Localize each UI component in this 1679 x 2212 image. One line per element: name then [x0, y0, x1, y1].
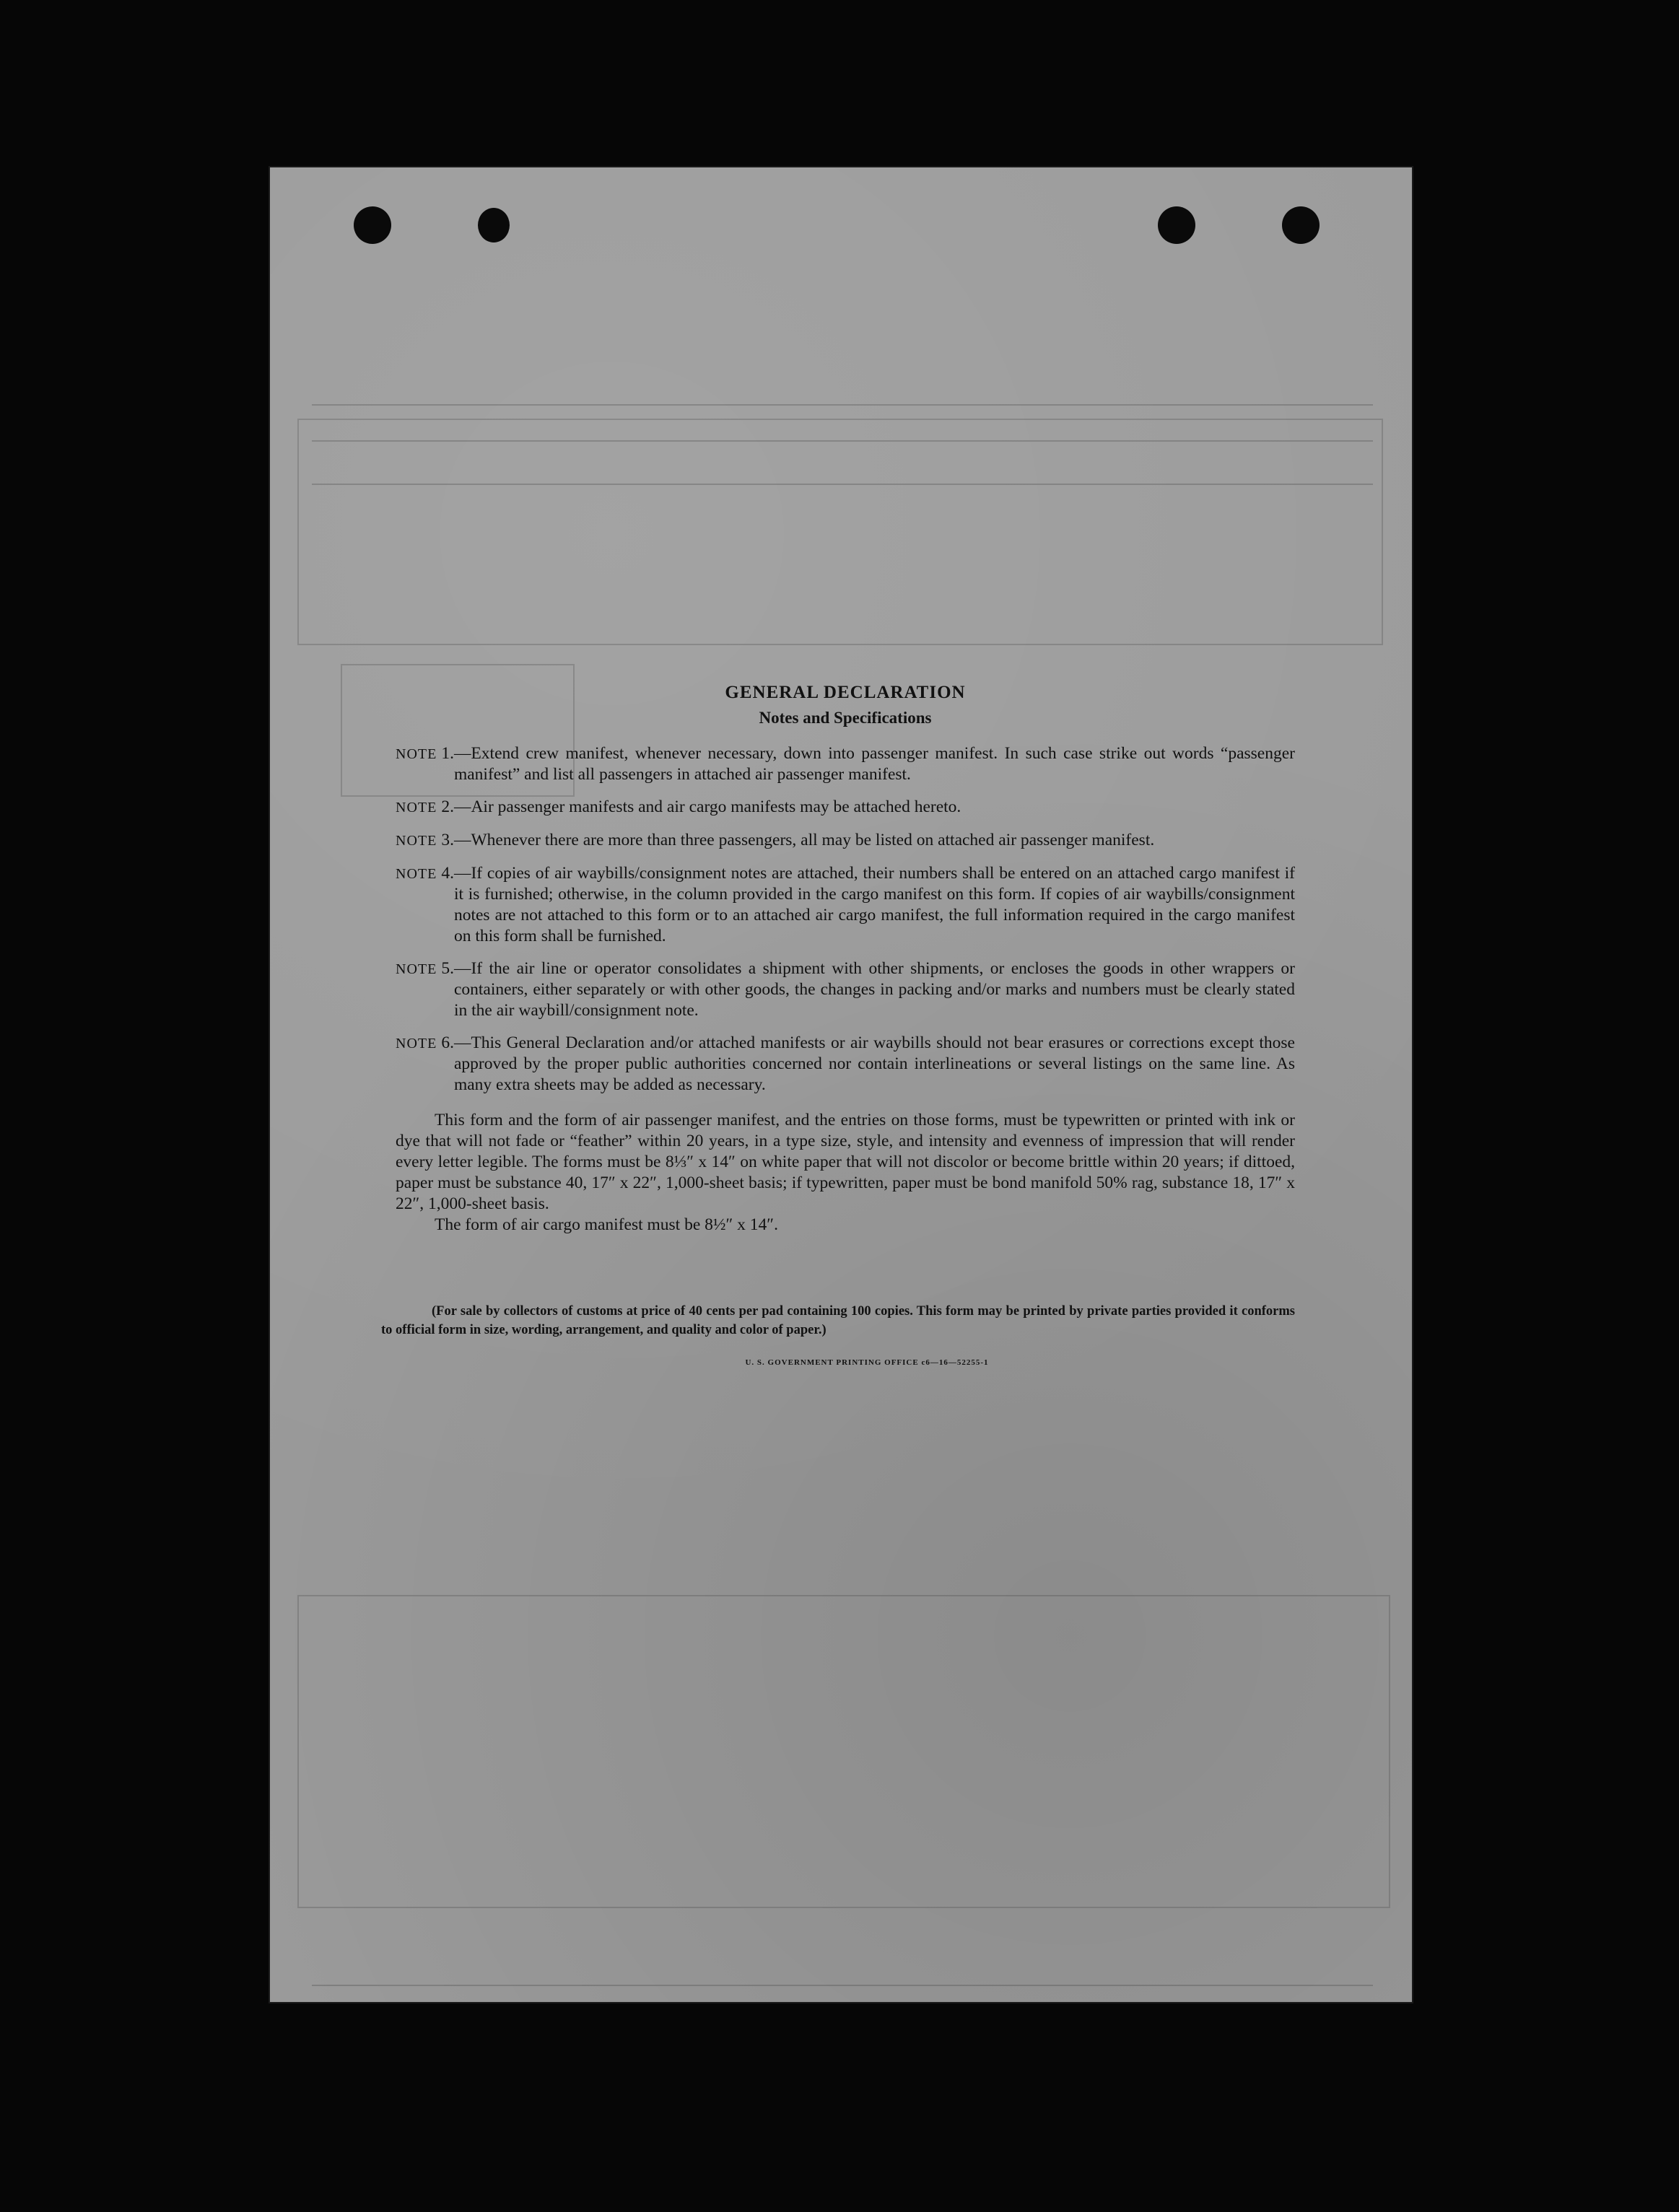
bleed-through-itinerary-table — [297, 419, 1383, 645]
specification-paragraph: This form and the form of air passenger manifest, and the entries on those forms, must be typewritten or printed with ink or dye that will not fade or “feather” within 20 years, in a type size, style, and intensity and evenness of impression that will render every letter legible. The forms must be 8⅓″ x 14″ on white paper that will not discolor or become brittle within 20 years; if dittoed, paper must be substance 40, 17″ x 22″, 1,000-sheet basis; if typewritten, paper must be bond manifold 50% rag, substance 18, 17″ x 22″, 1,000-sheet basis. — [396, 1111, 1295, 1213]
note-number: 5. — [441, 959, 454, 978]
note-text: —Extend crew manifest, whenever necessary, down into passenger manifest. In such case strike out words “passenger manifest” and list all passengers in attached air passenger manifest. — [453, 744, 1295, 784]
note-1 — [396, 743, 1295, 785]
document-subtitle: Notes and Specifications — [759, 709, 932, 727]
document-title: GENERAL DECLARATION — [725, 683, 966, 702]
note-label: NOTE — [396, 746, 437, 762]
note-4 — [396, 863, 1295, 947]
punch-hole — [1158, 206, 1195, 244]
note-3 — [396, 830, 1295, 852]
note-text: —If copies of air waybills/consignment notes are attached, their numbers shall be entered on an attached cargo manifest if it is furnished; otherwise, in the column provided in the cargo manifest on this form. If copies of air waybills/consignment notes are not attached to this form or to an attached air cargo manifest, the full information required in the cargo manifest on this form shall be furnished. — [453, 864, 1295, 945]
note-number: 4. — [441, 864, 454, 883]
bleed-through-cargo-table — [297, 1595, 1390, 1908]
punch-hole — [354, 206, 391, 244]
note-label: NOTE — [396, 800, 437, 816]
note-label: NOTE — [396, 961, 437, 977]
note-number: 1. — [441, 744, 454, 763]
bleed-through-line — [312, 1985, 1373, 1986]
note-2 — [396, 797, 1295, 818]
punch-hole — [1282, 206, 1320, 244]
note-label: NOTE — [396, 866, 437, 882]
note-6 — [396, 1033, 1295, 1096]
punch-hole — [478, 208, 510, 242]
note-number: 6. — [441, 1033, 454, 1052]
note-label: NOTE — [396, 833, 437, 849]
note-text: —Whenever there are more than three passengers, all may be listed on attached air passenger manifest. — [453, 831, 1155, 849]
note-5 — [396, 958, 1295, 1021]
notes-content — [381, 683, 1295, 1367]
note-text: —If the air line or operator consolidates a shipment with other shipments, or encloses the goods in other wrappers or containers, either separately or with other goods, the changes in packing and/or marks and numbers must be clearly stated in the air waybill/consignment note. — [453, 959, 1295, 1020]
bleed-through-line — [312, 404, 1373, 406]
note-number: 2. — [441, 797, 454, 816]
sale-note: (For sale by collectors of customs at price of 40 cents per pad containing 100 copies. This form may be printed by private parties provided it conforms to official form in size, wording, arrangement, and quality and color of paper.) — [381, 1304, 1295, 1337]
note-text: —Air passenger manifests and air cargo manifests may be attached hereto. — [453, 797, 961, 816]
cargo-form-size: The form of air cargo manifest must be 8½″ x 14″. — [435, 1215, 778, 1234]
note-label: NOTE — [396, 1036, 437, 1052]
note-number: 3. — [441, 831, 454, 849]
note-text: —This General Declaration and/or attached manifests or air waybills should not bear erasures or corrections except those approved by the proper public authorities concerned nor contain interlineations or several listings on the same line. As many extra sheets may be added as necessary. — [453, 1033, 1295, 1094]
printer-line: U. S. GOVERNMENT PRINTING OFFICE c6—16—52255-1 — [745, 1358, 989, 1367]
